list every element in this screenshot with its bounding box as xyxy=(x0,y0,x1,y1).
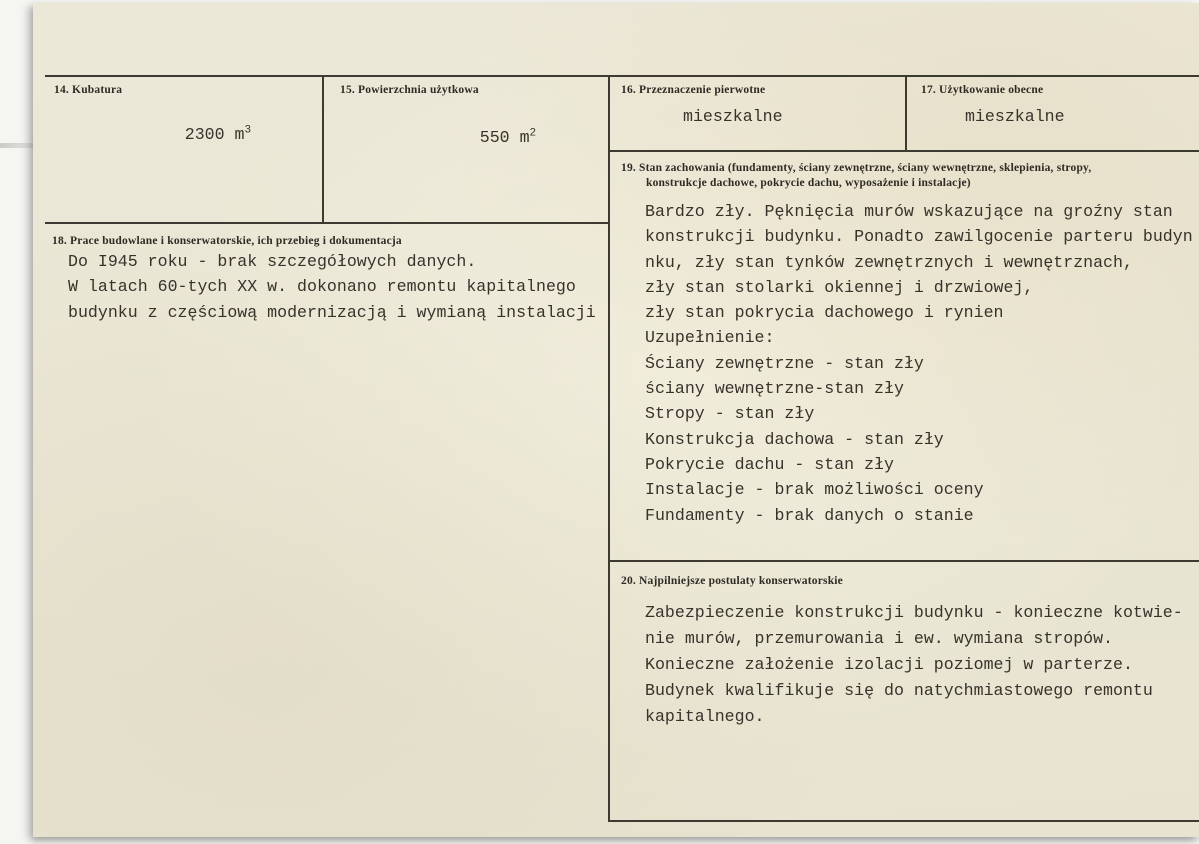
text-line: nku, zły stan tynków zewnętrznych i wewnętrznach, xyxy=(645,252,1133,272)
text-line: budynku z częściową modernizacją i wymianą instalacji xyxy=(68,302,596,322)
text-line: Konieczne założenie izolacji poziomej w parterze. xyxy=(645,655,1133,674)
rule-v-center xyxy=(608,75,610,821)
field-18-text xyxy=(68,249,596,325)
rule-left-under-14-15 xyxy=(45,222,610,224)
text-line: Zabezpieczenie konstrukcji budynku - konieczne kotwie- xyxy=(645,603,1183,622)
text-line: ściany wewnętrzne-stan zły xyxy=(645,379,904,399)
text-line: Instalacje - brak możliwości oceny xyxy=(645,480,984,500)
field-19-text xyxy=(645,199,1193,528)
rule-v-16-17 xyxy=(905,75,907,151)
text-line: Konstrukcja dachowa - stan zły xyxy=(645,429,944,449)
text-line: Stropy - stan zły xyxy=(645,404,815,424)
rule-right-under-16-17 xyxy=(608,150,1199,152)
rule-right-bottom xyxy=(608,820,1199,822)
field-17-value: mieszkalne xyxy=(965,107,1065,126)
rule-v-14-15 xyxy=(322,75,324,223)
text-line: W latach 60-tych XX w. dokonano remontu kapitalnego xyxy=(68,277,576,297)
field-18-label: 18. Prace budowlane i konserwatorskie, ich przebieg i dokumentacja xyxy=(52,235,402,247)
text-line: Fundamenty - brak danych o stanie xyxy=(645,505,974,525)
text-line: konstrukcji budynku. Ponadto zawilgocenie parteru budyn xyxy=(645,227,1193,247)
field-16-label: 16. Przeznaczenie pierwotne xyxy=(621,84,766,96)
field-19-label-line2: konstrukcje dachowe, pokrycie dachu, wyposażenie i instalacje) xyxy=(646,177,971,189)
field-20-text xyxy=(645,600,1183,730)
rule-top xyxy=(45,75,1199,77)
scan-artifact xyxy=(0,143,34,148)
field-14-value xyxy=(125,106,251,163)
field-19-label-line1: 19. Stan zachowania (fundamenty, ściany zewnętrzne, ściany wewnętrzne, sklepienia, stropy, xyxy=(621,162,1092,174)
field-15-value xyxy=(420,109,536,166)
field-14-superscript: 3 xyxy=(244,124,252,137)
rule-right-under-19 xyxy=(608,560,1199,562)
field-17-label: 17. Użytkowanie obecne xyxy=(921,84,1044,96)
field-15-value-text: 550 m xyxy=(479,128,530,147)
field-14-label: 14. Kubatura xyxy=(54,84,123,96)
field-14-value-text: 2300 m xyxy=(184,125,245,144)
text-line: Pokrycie dachu - stan zły xyxy=(645,454,894,474)
field-15-superscript: 2 xyxy=(529,127,537,140)
text-line: zły stan stolarki okiennej i drzwiowej, xyxy=(645,277,1034,297)
text-line: Uzupełnienie: xyxy=(645,328,775,348)
text-line: kapitalnego. xyxy=(645,707,765,726)
text-line: Do I945 roku - brak szczegółowych danych. xyxy=(68,252,477,271)
field-20-label: 20. Najpilniejsze postulaty konserwatorskie xyxy=(621,575,843,587)
field-15-label: 15. Powierzchnia użytkowa xyxy=(340,84,479,96)
text-line: Budynek kwalifikuje się do natychmiastowego remontu xyxy=(645,681,1153,700)
text-line: zły stan pokrycia dachowego i rynien xyxy=(645,303,1004,323)
text-line: Bardzo zły. Pęknięcia murów wskazujące na groźny stan xyxy=(645,202,1173,221)
text-line: Ściany zewnętrzne - stan zły xyxy=(645,353,924,373)
field-16-value: mieszkalne xyxy=(683,107,783,126)
record-card-paper xyxy=(33,3,1199,837)
text-line: nie murów, przemurowania i ew. wymiana stropów. xyxy=(645,629,1114,648)
